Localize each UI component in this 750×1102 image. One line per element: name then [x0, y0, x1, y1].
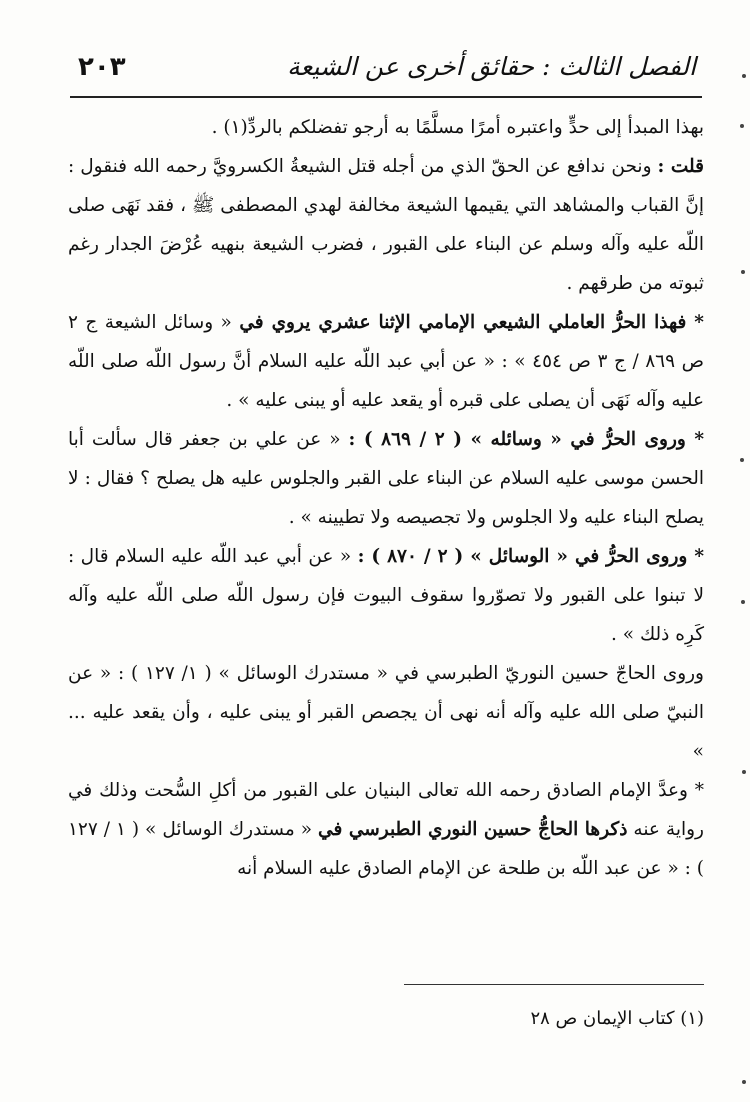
page-header: [70, 48, 702, 98]
paragraph-7: [68, 771, 704, 888]
scan-speck: [740, 124, 744, 128]
paragraph-text: « عن أبي عبد اللّه عليه السلام قال : لا تبنوا على القبور ولا تصوّروا سقوف البيوت فإن رسول اللّه صلى اللّه عليه وآله كَرِه ذلك » .: [68, 546, 704, 645]
scan-speck: [741, 270, 745, 274]
scan-speck: [742, 1080, 746, 1084]
paragraph-text: وروى الحاجّ حسين النوريّ الطبرسي في « مستدرك الوسائل » ( ١/ ١٢٧ ) : « عن النبيّ صلى الله عليه وآله أنه نهى أن يجصص القبر أو يبنى عليه ، وأن يقعد عليه ... »: [68, 663, 704, 762]
scan-speck: [741, 600, 745, 604]
paragraph-text: « مستدرك الوسائل » ( ١ / ١٢٧ ) : « عن عبد اللّه بن طلحة عن الإمام الصادق عليه السلام أنه: [68, 819, 704, 879]
paragraph-lead: * وروى الحرُّ في « وسائله » ( ٢ / ٨٦٩ ) :: [348, 429, 705, 450]
scan-speck: [742, 74, 746, 78]
paragraph-2: [68, 147, 704, 303]
paragraph-5: [68, 537, 704, 654]
paragraph-text: ونحن ندافع عن الحقّ الذي من أجله قتل الشيعةُ الكسرويَّ رحمه الله فنقول : إنَّ القباب والمشاهد التي يقيمها الشيعة مخالفة لهدي المصطفى ﷺ ، فقد نَهَى صلى اللّه عليه وآله وسلم عن البناء على القبور ، فضرب الشيعة بنهيه عُرْضَ الجدار رغم ثبوته من طرقهم .: [68, 156, 704, 294]
footnote-divider: [404, 984, 704, 985]
chapter-title: الفصل الثالث : حقائق أخرى عن الشيعة: [287, 52, 696, 81]
page-number: ٢٠٣: [78, 52, 126, 82]
paragraph-lead: * وروى الحرُّ في « الوسائل » ( ٢ / ٨٧٠ ) :: [357, 546, 704, 567]
paragraph-lead: قلت :: [657, 156, 704, 177]
paragraph-text: « وسائل الشيعة ج ٢ ص ٨٦٩ / ج ٣ ص ٤٥٤ » : « عن أبي عبد اللّه عليه السلام أنَّ رسول اللّه صلى اللّه عليه وآله نَهَى أن يصلى على قبره أو يقعد عليه أو يبنى عليه » .: [68, 312, 704, 411]
scan-speck: [742, 770, 746, 774]
body-text: [68, 108, 704, 888]
scan-speck: [740, 458, 744, 462]
paragraph-bold-phrase: ذكرها الحاجُّ حسين النوري الطبرسي في: [318, 819, 628, 840]
paragraph-lead: * فهذا الحرُّ العاملي الشيعي الإمامي الإثنا عشري يروي في: [239, 312, 704, 333]
paragraph-text: بهذا المبدأ إلى حدٍّ واعتبره أمرًا مسلَّمًا به أرجو تفضلكم بالردِّ(١) .: [211, 117, 704, 138]
paragraph-1: [68, 108, 704, 147]
paragraph-6: [68, 654, 704, 771]
paragraph-text-start: * وعدَّ الإمام الصادق رحمه الله تعالى البنيان على القبور من أكلِ السُّحت وذلك في رواية عنه: [68, 780, 704, 840]
paragraph-4: [68, 420, 704, 537]
paragraph-text: « عن علي بن جعفر قال سألت أبا الحسن موسى عليه السلام عن البناء على القبر والجلوس عليه هل يصلح ؟ فقال : لا يصلح البناء عليه ولا الجلوس ولا تجصيصه ولا تطيينه » .: [68, 429, 704, 528]
paragraph-3: [68, 303, 704, 420]
footnote: (١) كتاب الإيمان ص ٢٨: [530, 1008, 704, 1029]
